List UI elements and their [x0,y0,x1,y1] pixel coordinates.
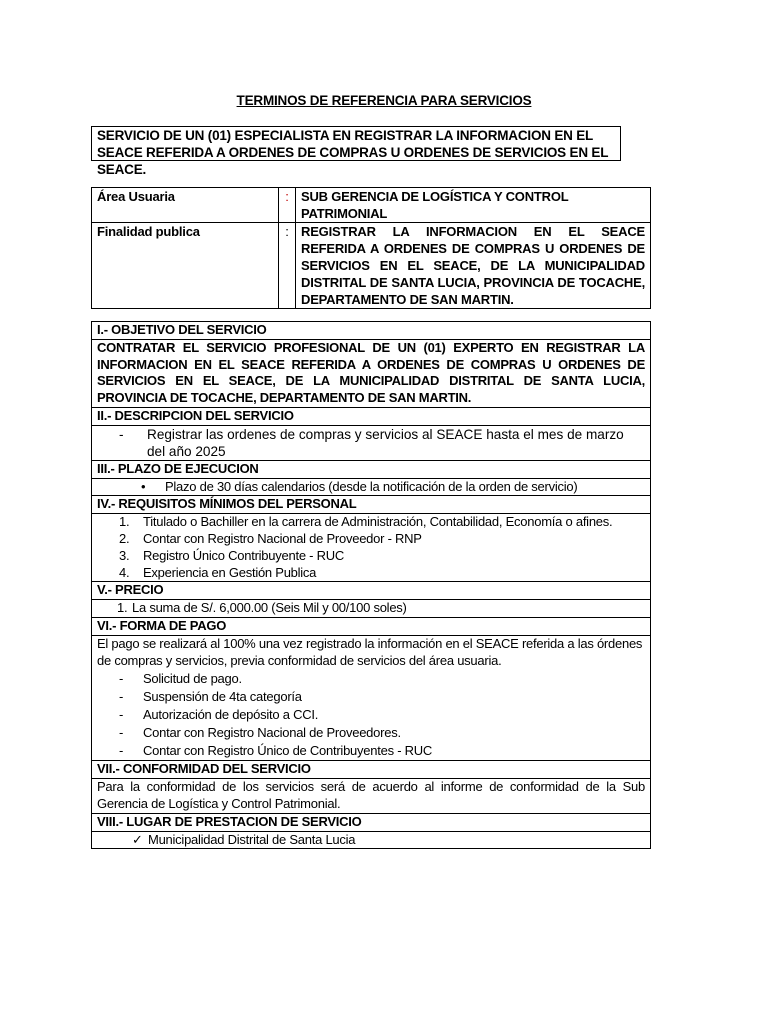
list-item [97,742,645,760]
area-usuaria-row [92,188,651,223]
list-item [97,600,645,617]
list-item [97,479,645,496]
requisito-text: Registro Único Contribuyente - RUC [143,547,345,563]
list-item [97,688,645,706]
requisitos-cell [92,514,651,582]
document-title: TERMINOS DE REFERENCIA PARA SERVICIOS [236,93,532,108]
list-number: 4. [119,564,130,580]
requisito-text: Experiencia en Gestión Publica [143,564,317,580]
list-item [97,548,645,565]
area-usuaria-value: SUB GERENCIA DE LOGÍSTICA Y CONTROL PATRIMONIAL [296,188,651,223]
forma-pago-intro: El pago se realizará al 100% una vez registrado la información en el SEACE referida a las órdenes de compras y servicios, previa conformidad de servicios del área usuaria. [97,635,643,668]
list-item [97,426,645,460]
forma-pago-item: Suspensión de 4ta categoría [143,689,302,705]
list-item [97,832,645,849]
dash-marker: - [119,426,124,442]
finalidad-publica-value: REGISTRAR LA INFORMACION EN EL SEACE REFERIDA A ORDENES DE COMPRAS U ORDENES DE SERVICIOS EN EL SEACE, DE LA MUNICIPALIDAD DISTRITAL DE SANTA LUCIA, PROVINCIA DE TOCACHE, DEPARTAMENTO DE SAN MARTIN. [296,223,651,309]
plazo-text: Plazo de 30 días calendarios (desde la notificación de la orden de servicio) [165,478,578,494]
area-usuaria-colon: : [279,188,296,223]
lugar-cell [92,831,651,849]
list-item [97,706,645,724]
plazo-heading: III.- PLAZO DE EJECUCION [92,460,651,478]
requisitos-heading: IV.- REQUISITOS MÍNIMOS DEL PERSONAL [92,496,651,514]
requisito-text: Titulado o Bachiller en la carrera de Administración, Contabilidad, Economía o afines. [143,514,613,530]
forma-pago-cell [92,635,651,761]
dash-marker: - [119,725,124,741]
lugar-heading: VIII.- LUGAR DE PRESTACION DE SERVICIO [92,813,651,831]
list-item [97,531,645,548]
dash-marker: - [119,743,124,759]
precio-text: La suma de S/. 6,000.00 (Seis Mil y 00/100 soles) [132,600,407,616]
requisito-text: Contar con Registro Nacional de Proveedor - RNP [143,530,422,546]
finalidad-publica-row [92,223,651,309]
precio-heading: V.- PRECIO [92,582,651,600]
conformidad-text: Para la conformidad de los servicios será de acuerdo al informe de conformidad de la Sub Gerencia de Logística y Control Patrimonial. [92,779,651,814]
service-description-box: SERVICIO DE UN (01) ESPECIALISTA EN REGISTRAR LA INFORMACION EN EL SEACE REFERIDA A ORDENES DE COMPRAS U ORDENES DE SERVICIOS EN EL SEACE. [91,126,621,161]
bullet-marker: • [141,478,146,494]
forma-pago-item: Autorización de depósito a CCI. [143,707,319,723]
checkmark-icon: ✓ [132,831,143,847]
list-number: 2. [119,530,130,546]
descripcion-heading: II.- DESCRIPCION DEL SERVICIO [92,407,651,425]
list-item [97,670,645,688]
dash-marker: - [119,707,124,723]
forma-pago-item: Solicitud de pago. [143,671,242,687]
finalidad-publica-label: Finalidad publica [92,223,279,309]
descripcion-cell [92,425,651,460]
dash-marker: - [119,671,124,687]
list-number: 3. [119,547,130,563]
objetivo-text: CONTRATAR EL SERVICIO PROFESIONAL DE UN (01) EXPERTO EN REGISTRAR LA INFORMACION EN EL SEACE REFERIDA A ORDENES DE COMPRAS U ORDENES DE SERVICIOS EN EL SEACE, DE LA MUNICIPALIDAD DISTRITAL DE SANTA LUCIA, PROVINCIA DE TOCACHE, DEPARTAMENTO DE SAN MARTIN. [92,339,651,407]
dash-marker: - [119,689,124,705]
list-item [97,514,645,531]
descripcion-text: Registrar las ordenes de compras y servicios al SEACE hasta el mes de marzo del año 2025 [147,426,624,459]
forma-pago-item: Contar con Registro Nacional de Proveedores. [143,725,401,741]
finalidad-publica-colon: : [279,223,296,309]
conformidad-heading: VII.- CONFORMIDAD DEL SERVICIO [92,761,651,779]
info-table [91,187,651,309]
precio-cell [92,600,651,618]
list-item [97,724,645,742]
objetivo-heading: I.- OBJETIVO DEL SERVICIO [92,322,651,340]
terms-table [91,321,651,849]
plazo-cell [92,478,651,496]
lugar-text: Municipalidad Distrital de Santa Lucia [148,831,356,847]
list-item [97,565,645,582]
list-number: 1. [117,600,128,616]
list-number: 1. [119,514,130,530]
forma-pago-heading: VI.- FORMA DE PAGO [92,617,651,635]
forma-pago-item: Contar con Registro Único de Contribuyentes - RUC [143,743,433,759]
area-usuaria-label: Área Usuaria [92,188,279,223]
